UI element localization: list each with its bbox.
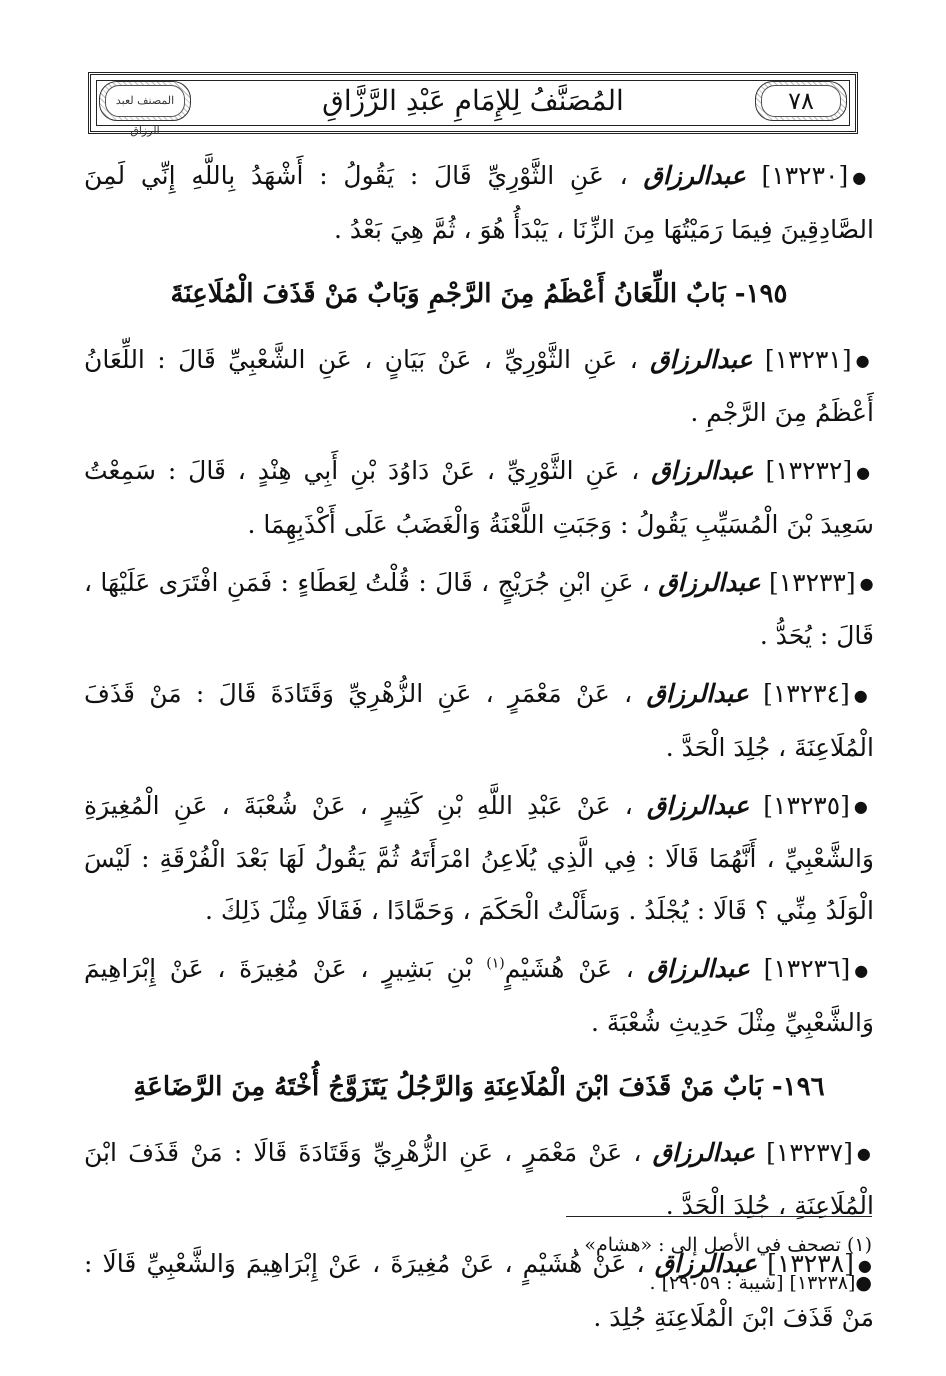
footnote-1: (١) تصحف في الأصل إلى : «هشام» .: [572, 1234, 872, 1256]
bullet-icon: ●: [855, 351, 874, 370]
hadith-number: [١٣٢٣٤]: [763, 679, 850, 708]
chapter-heading-196: ١٩٦- بَابٌ مَنْ قَذَفَ ابْنَ الْمُلَاعِنَةِ وَالرَّجُلُ يَتَزَوَّجُ أُخْتَهُ مِنَ الرَّضَاعَةِ: [133, 1071, 825, 1102]
hadith-text: ، عَنْ هُشَيْمٍ ، عَنْ مُغِيرَةَ ، عَنْ إِبْرَاهِيمَ وَالشَّعْبِيِّ قَالَا : مَنْ قَذَفَ ابْنَ الْمُلَاعِنَةِ جُلِدَ .: [84, 1249, 874, 1332]
hadith-author: عبدالرزاق: [647, 954, 750, 983]
hadith-entry: [84, 445, 874, 551]
hadith-author: عبدالرزاق: [654, 1249, 758, 1278]
footnote-ref: (١): [486, 955, 505, 972]
hadith-entry: [84, 557, 874, 663]
hadith-entry: [84, 668, 874, 774]
hadith-text: ، عَنِ ابْنِ جُرَيْجٍ ، قَالَ : قُلْتُ لِعَطَاءٍ : فَمَنِ افْتَرَى عَلَيْهَا ، قَالَ : يُحَدُّ .: [84, 567, 874, 650]
hadith-author: عبدالرزاق: [658, 567, 761, 597]
footnote-divider: [566, 1216, 872, 1217]
book-title: المُصَنَّفُ لِلإِمَامِ عَبْدِ الرَّزَّاقِ: [322, 84, 624, 117]
hadith-author: عبدالرزاق: [646, 790, 750, 820]
hadith-number: [١٣٢٣٥]: [763, 790, 850, 820]
hadith-entry: [84, 150, 874, 256]
hadith-entry: [84, 334, 874, 440]
hadith-author: عبدالرزاق: [643, 161, 746, 190]
footnote-2: ●[١٣٢٣٨] [شيبة : ٢٩٠٥٩] .: [649, 1272, 872, 1294]
bullet-icon: ●: [857, 1255, 874, 1275]
bullet-icon: ●: [859, 574, 874, 593]
hadith-text: ، عَنْ هُشَيْمٍ: [504, 954, 634, 983]
hadith-entry: [84, 780, 874, 938]
hadith-author: عبدالرزاق: [650, 344, 753, 374]
hadith-text: ، عَنِ الثَّوْرِيِّ قَالَ : يَقُولُ : أَشْهَدُ بِاللَّهِ إِنِّي لَمِنَ الصَّادِقِينَ فِيمَا رَمَيْتُهَا مِنَ الزِّنَا ، يَبْدَأُ هُوَ ، ثُمَّ هِيَ بَعْدُ .: [84, 161, 874, 244]
page-header: [88, 72, 858, 137]
hadith-text: ، عَنِ الثَّوْرِيِّ ، عَنْ بَيَانٍ ، عَنِ الشَّعْبِيِّ قَالَ : اللِّعَانُ أَعْظَمُ مِنَ الرَّجْمِ .: [84, 344, 874, 427]
hadith-number: [١٣٢٣٠]: [761, 161, 849, 190]
hadith-text: ، عَنْ عَبْدِ اللَّهِ بْنِ كَثِيرٍ ، عَنْ شُعْبَةَ ، عَنِ الْمُغِيرَةِ وَالشَّعْبِيِّ ، أَنَّهُمَا قَالَا : فِي الَّذِي يُلَاعِنُ امْرَأَتَهُ ثُمَّ يَقُولُ لَهَا بَعْدَ الْفُرْقَةِ : لَيْسَ الْوَلَدُ مِنِّي ؟ قَالَا : يُجْلَدُ . وَسَأَلْتُ الْحَكَمَ ، وَحَمَّادًا ، فَقَالَا مِثْلَ ذَلِكَ .: [84, 790, 874, 925]
bullet-icon: ●: [853, 685, 875, 705]
page-number: ٧٨: [761, 85, 841, 117]
hadith-number: [١٣٢٣١]: [764, 344, 852, 374]
footnotes: [470, 1226, 872, 1302]
page-content: [84, 150, 874, 1350]
hadith-author: عبدالرزاق: [652, 1137, 755, 1167]
hadith-entry: [84, 943, 874, 1049]
bullet-icon: ●: [854, 960, 874, 980]
hadith-number: [١٣٢٣٢]: [765, 456, 853, 485]
hadith-text: ، عَنْ مَعْمَرٍ ، عَنِ الزُّهْرِيِّ وَقَتَادَةَ قَالَا : مَنْ قَذَفَ ابْنَ الْمُلَاعِنَةِ ، جُلِدَ الْحَدَّ .: [84, 1137, 874, 1220]
hadith-text: ، عَنِ الثَّوْرِيِّ ، عَنْ دَاوُدَ بْنِ أَبِي هِنْدٍ ، قَالَ : سَمِعْتُ سَعِيدَ بْنَ الْمُسَيِّبِ يَقُولُ : وَجَبَتِ اللَّعْنَةُ وَالْغَضَبُ عَلَى أَكْذَبِهِمَا .: [84, 456, 874, 539]
hadith-text: ، عَنْ مَعْمَرٍ ، عَنِ الزُّهْرِيِّ وَقَتَادَةَ قَالَ : مَنْ قَذَفَ الْمُلَاعِنَةَ ، جُلِدَ الْحَدَّ .: [84, 679, 874, 762]
bullet-icon: ●: [853, 797, 874, 816]
bullet-icon: ●: [852, 167, 874, 187]
hadith-number: [١٣٢٣٦]: [763, 954, 851, 983]
bullet-icon: ●: [856, 1144, 875, 1163]
hadith-number: [١٣٢٣٨]: [767, 1249, 854, 1278]
chapter-heading-195: ١٩٥- بَابٌ اللِّعَانُ أَعْظَمُ مِنَ الرَّجْمِ وَبَابٌ مَنْ قَذَفَ الْمُلَاعِنَةَ: [170, 278, 788, 309]
hadith-text: بْنِ بَشِيرٍ ، عَنْ مُغِيرَةَ ، عَنْ إِبْرَاهِيمَ وَالشَّعْبِيِّ مِثْلَ حَدِيثِ شُعْبَةَ .: [84, 954, 874, 1037]
bullet-icon: ●: [856, 462, 875, 482]
hadith-author: عبدالرزاق: [646, 679, 749, 708]
hadith-number: [١٣٢٣٣]: [768, 567, 856, 597]
book-logo: المصنف لعبد الرزاق: [105, 85, 185, 117]
hadith-number: [١٣٢٣٧]: [766, 1137, 853, 1167]
hadith-author: عبدالرزاق: [651, 456, 754, 485]
